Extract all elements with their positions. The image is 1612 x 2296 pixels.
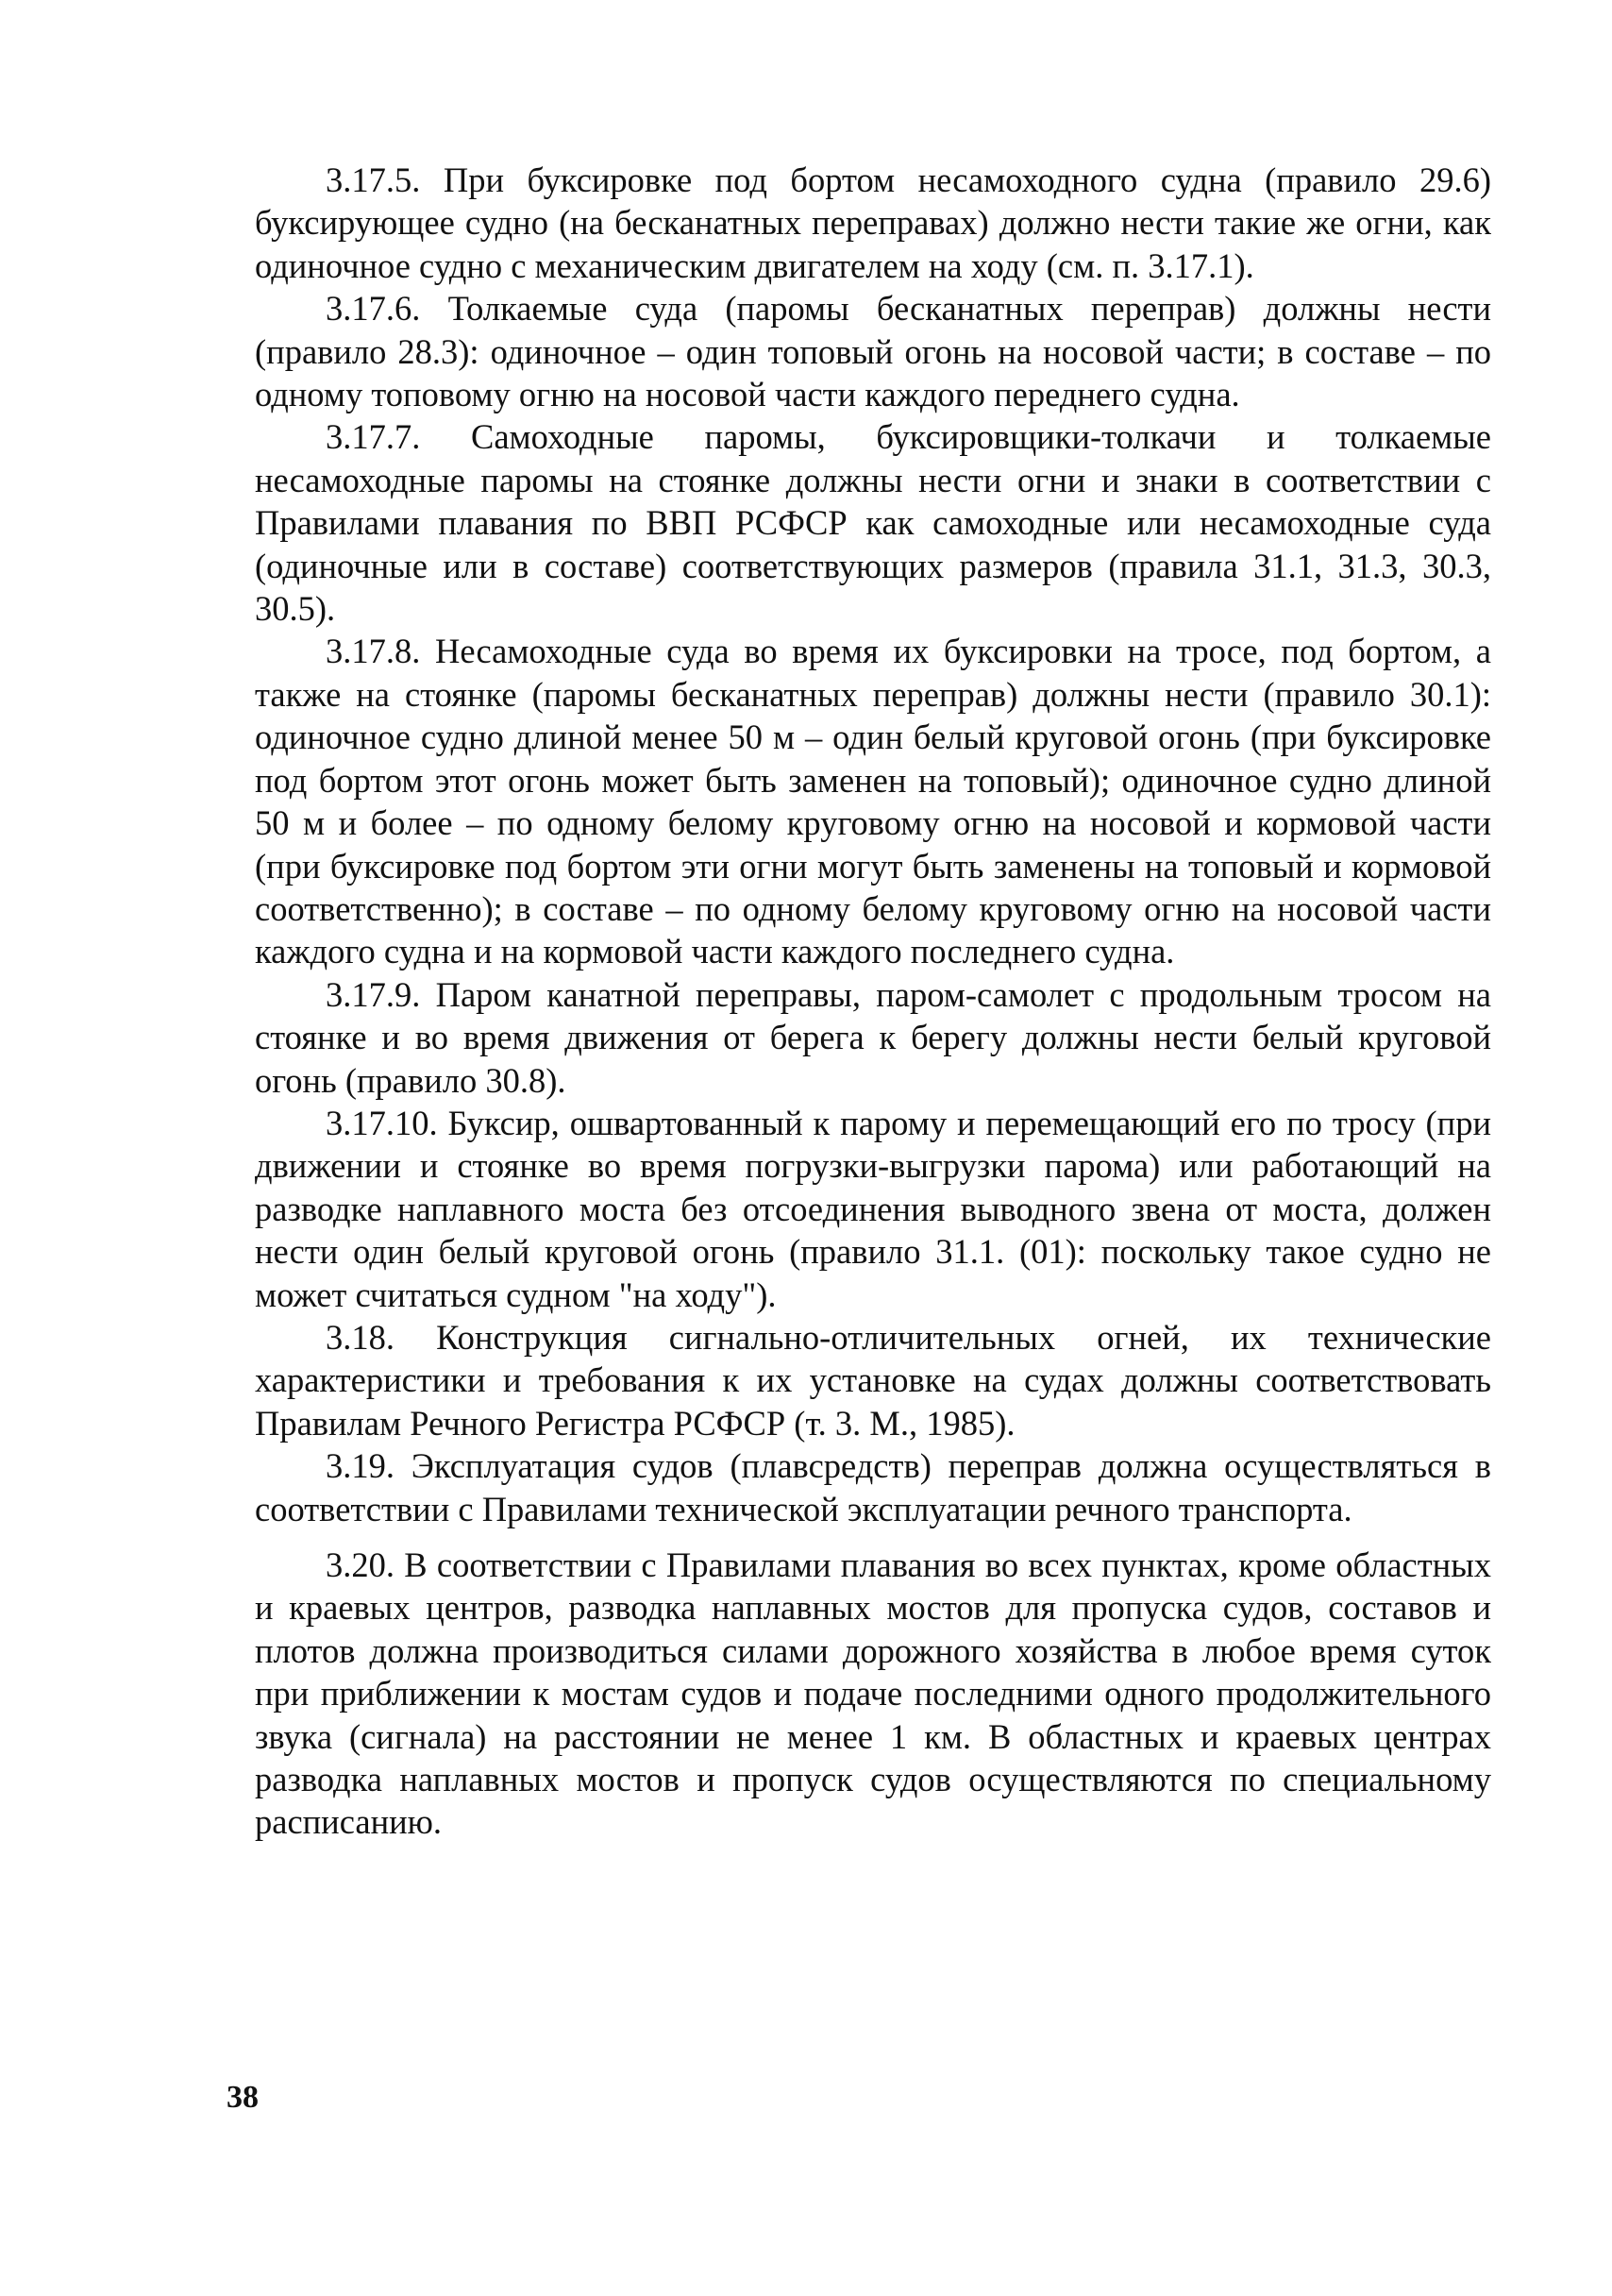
- paragraph-3-17-6: 3.17.6. Толкаемые суда (паромы бесканатных переправ) должны нести (правило 28.3): одиночное – один топовый огонь на носовой части; в составе – по одному топовому огню на носовой части каждого переднего судна.: [255, 289, 1491, 414]
- paragraph-3-17-7: 3.17.7. Самоходные паромы, буксировщики-толкачи и толкаемые несамоходные паромы на стоянке должны нести огни и знаки в соответствии с Правилами плавания по ВВП РСФСР как самоходные или несамоходные суда (одиночные или в составе) соответствующих размеров (правила 31.1, 31.3, 30.3, 30.5).: [255, 417, 1491, 629]
- paragraph-3-17-5: 3.17.5. При буксировке под бортом несамоходного судна (правило 29.6) буксирующее судно (на бесканатных переправах) должно нести такие же огни, как одиночное судно с механическим двигателем на ходу (см. п. 3.17.1).: [255, 160, 1491, 285]
- paragraph-3-17-9: 3.17.9. Паром канатной переправы, паром-самолет с продольным тросом на стоянке и во время движения от берега к берегу должны нести белый круговой огонь (правило 30.8).: [255, 974, 1491, 1100]
- paragraph-3-17-8: 3.17.8. Несамоходные суда во время их буксировки на тросе, под бортом, а также на стоянке (паромы бесканатных переправ) должны нести (правило 30.1): одиночное судно длиной менее 50 м – один белый круговой огонь (при буксировке под бортом этот огонь может быть заменен на топовый); одиночное судно длиной 50 м и более – по одному белому круговому огню на носовой и кормовой части (при буксировке под бортом эти огни могут быть заменены на топовый и кормовой соответственно); в составе – по одному белому круговому огню на носовой части каждого судна и на кормовой части каждого последнего судна.: [255, 632, 1491, 971]
- paragraph-3-17-10: 3.17.10. Буксир, ошвартованный к парому и перемещающий его по тросу (при движении и стоянке во время погрузки-выгрузки парома) или работающий на разводке наплавного моста без отсоединения выводного звена от моста, должен нести один белый круговой огонь (правило 31.1. (01): поскольку такое судно не может считаться судном "на ходу").: [255, 1103, 1491, 1314]
- paragraph-3-19: 3.19. Эксплуатация судов (плавсредств) переправ должна осуществляться в соответствии с Правилами технической эксплуатации речного транспорта.: [255, 1446, 1491, 1528]
- body-text: [255, 159, 1491, 1844]
- page-number: 38: [227, 2080, 259, 2115]
- paragraph-3-20: 3.20. В соответствии с Правилами плавания во всех пунктах, кроме областных и краевых центров, разводка наплавных мостов для пропуска судов, составов и плотов должна производиться силами дорожного хозяйства в любое время суток при приближении к мостам судов и подаче последними одного продолжительного звука (сигнала) на расстоянии не менее 1 км. В областных и краевых центрах разводка наплавных мостов и пропуск судов осуществляются по специальному расписанию.: [255, 1545, 1491, 1842]
- paragraph-3-18: 3.18. Конструкция сигнально-отличительных огней, их технические характеристики и требования к их установке на судах должны соответствовать Правилам Речного Регистра РСФСР (т. 3. М., 1985).: [255, 1317, 1491, 1443]
